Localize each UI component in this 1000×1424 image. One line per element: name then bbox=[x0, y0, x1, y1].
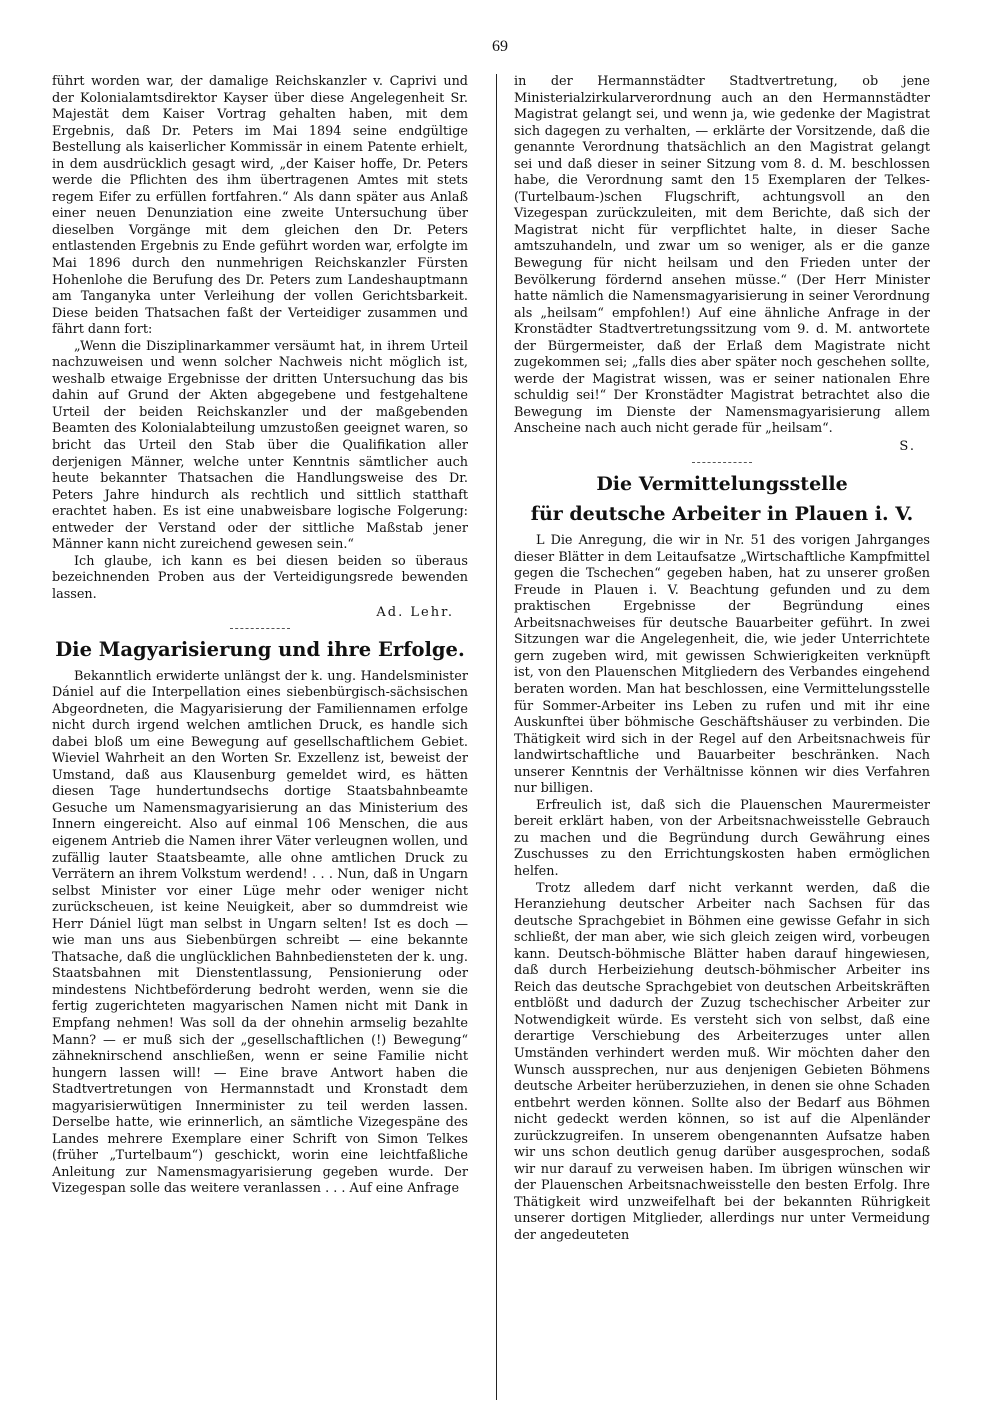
section-separator bbox=[692, 462, 752, 463]
text-paragraph: führt worden war, der damalige Reichskanzler v. Caprivi und der Kolonialamtsdirektor Kayser über diese Angelegenheit Sr. Majestät dem Kaiser Vortrag gehalten haben, mit dem Ergebnis, daß Dr. Peters im Mai 1894 seine endgültige Bestellung als kaiserlicher Kommissär in einem Patente erhielt, in dem ausdrücklich gesagt wird, „der Kaiser hoffe, Dr. Peters werde die Pflichten des ihm übertragenen Amtes mit stets regem Eifer zu erfüllen fortfahren.“ Als dann später aus Anlaß einer neuen Denunziation eine zweite Untersuchung über dieselben Vorgänge mit dem gleichen den Dr. Peters entlastenden Ergebnis zu Ende geführt worden war, erfolgte im Mai 1896 durch den nunmehrigen Reichskanzler Fürsten Hohenlohe die Berufung des Dr. Peters zum Landeshauptmann am Tanganyka unter Verleihung der vollen Gerichtsbarkeit. Diese beiden Thatsachen faßt der Verteidiger zusammen und fährt dann fort: bbox=[52, 74, 468, 338]
right-column bbox=[514, 74, 930, 1245]
article-title-line-1: Die Vermittelungsstelle bbox=[596, 473, 848, 496]
article-title bbox=[514, 469, 930, 529]
section-separator bbox=[230, 628, 290, 629]
author-signature: S. bbox=[899, 439, 916, 455]
text-paragraph: L Die Anregung, die wir in Nr. 51 des vorigen Jahrganges dieser Blätter in dem Leitaufsatze „Wirtschaftliche Kampfmittel gegen die Tschechen“ gegeben haben, hat zu unserer großen Freude in Plauen i. V. Beachtung gefunden und zu dem praktischen Ergebnisse der Begründung eines Arbeitsnachweises für deutsche Bauarbeiter geführt. In zwei Sitzungen war die Angelegenheit, die, wie jeder Unterrichtete gern zugeben wird, mit gewissen Schwierigkeiten verknüpft ist, von den Plauenschen Mitgliedern des Verbandes eingehend beraten worden. Man hat beschlossen, eine Vermittelungsstelle für Sommer-Arbeiter ins Leben zu rufen und mit ihr eine Auskunftei über böhmische Geschäftshäuser zu verbinden. Die Thätigkeit wird sich in der Regel auf den Arbeitsnachweis für landwirtschaftliche und Bauarbeiter beschränken. Nach unserer Kenntnis der Verhältnisse können wir dies Verfahren nur billigen. bbox=[514, 533, 930, 797]
text-paragraph: Bekanntlich erwiderte unlängst der k. ung. Handelsminister Dániel auf die Interpellation eines siebenbürgisch-sächsischen Abgeordneten, die Magyarisierung der Familiennamen erfolge nicht durch irgend welchen amtlichen Druck, es handle sich dabei bloß um eine Bewegung auf gesellschaftlichem Gebiet. Wieviel Wahrheit an den Worten Sr. Exzellenz ist, beweist der Umstand, daß aus Klausenburg gemeldet wird, es hätten diesen Tage hundertundsechs dortige Staatsbahnbeamte Gesuche um Namensmagyarisierung an das Ministerium des Innern eingereicht. Also auf einmal 106 Menschen, die aus eigenem Antrieb die Namen ihrer Väter verleugnen wollen, und zufällig lauter Staatsbeamte, alle ohne amtlichen Druck zu Verrätern an ihrem Volkstum werdend! . . . Nun, daß in Ungarn selbst Minister vor einer Lüge mehr oder weniger nicht zurückscheuen, ist keine Neuigkeit, aber so dummdreist wie Herr Dániel lügt man selbst in Ungarn selten! Ist es doch — wie man uns aus Siebenbürgen schreibt — eine bekannte Thatsache, daß die unglücklichen Bahnbediensteten der k. ung. Staatsbahnen mit Dienstentlassung, Pensionierung oder mindestens Nichtbeförderung bedroht werden, wenn sie die fertig zugerichteten magyarischen Namen nicht mit Dank in Empfang nehmen! Was soll da der ohnehin armselig bezahlte Mann? — er muß sich der „gesellschaftlichen (!) Bewegung“ zähneknirschend anschließen, wenn er seine Familie nicht hungern lassen will! — Eine brave Antwort haben die Stadtvertretungen von Hermannstadt und Kronstadt dem magyarisierwütigen Innerminister zu teil werden lassen. Derselbe hatte, wie erinnerlich, an sämtliche Vizegespäne des Landes mehrere Exemplare einer Schrift von Simon Telkes (früher „Turtelbaum“) geschickt, worin eine leichtfaßliche Anleitung zur Namensmagyarisierung gegeben wurde. Der Vizegespan solle das weitere veranlassen . . . Auf eine Anfrage bbox=[52, 668, 468, 1197]
text-paragraph: Erfreulich ist, daß sich die Plauenschen Maurermeister bereit erklärt haben, von der Arbeitsnachweisstelle Gebrauch zu machen und die Begründung durch Gewährung eines Zuschusses zu den Errichtungskosten haben ermöglichen helfen. bbox=[514, 797, 930, 879]
author-signature: Ad. Lehr. bbox=[376, 604, 454, 620]
column-divider bbox=[496, 74, 497, 1400]
text-paragraph: „Wenn die Disziplinarkammer versäumt hat, in ihrem Urteil nachzuweisen und wenn solcher Nachweis nicht möglich ist, weshalb etwaige Ergebnisse der dritten Untersuchung das bis dahin auf Grund der Akten abgegebene und festgehaltene Urteil der beiden Reichskanzler und der maßgebenden Beamten des Kolonialabteilung umzustoßen geeignet waren, so bricht das Urteil den Stab über die Qualifikation aller derjenigen Männer, welche unter Kenntnis sämtlicher auch heute bekannter Thatsachen die Handlungsweise des Dr. Peters Jahre hindurch als rechtlich und sittlich statthaft erachtet haben. Es ist eine unabweisbare logische Folgerung: entweder der Verstand oder der sittliche Maßstab jener Männer kann nicht zureichend gewesen sein.“ bbox=[52, 338, 468, 553]
text-paragraph: Trotz alledem darf nicht verkannt werden, daß die Heranziehung deutscher Arbeiter nach Sachsen für das deutsche Sprachgebiet in Böhmen eine gewisse Gefahr in sich schließt, der man aber, wie sich gleich zeigen wird, vorbeugen kann. Deutsch-böhmische Blätter haben darauf hingewiesen, daß durch Herbeiziehung deutsch-böhmischer Arbeiter ins Reich das deutsche Sprachgebiet von deutschen Arbeitskräften entblößt und dadurch der Zuzug tschechischer Arbeiter zur Notwendigkeit würde. Es versteht sich von selbst, daß eine derartige Verschiebung des Arbeiterzuges unter allen Umständen verhindert werden muß. Wir möchten daher den Wunsch aussprechen, nur aus denjenigen Gebieten Böhmens deutsche Arbeiter herüberzuziehen, in denen sie ohne Schaden entbehrt werden können. Sollte also der Bedarf aus Böhmen nicht gedeckt werden können, so ist auf die Alpenländer zurückzugreifen. In unserem obengenannten Aufsatze haben wir uns schon deutlich genug darüber ausgesprochen, sodaß wir nur darauf zu verweisen haben. Im übrigen wünschen wir der Plauenschen Arbeitsnachweisstelle den besten Erfolg. Ihre Thätigkeit wird unzweifelhaft bei der bekannten Rührigkeit unserer dortigen Mitglieder, allerdings nur unter Vermeidung der angedeuteten bbox=[514, 880, 930, 1243]
article-title-line-2: für deutsche Arbeiter in Plauen i. V. bbox=[530, 503, 914, 526]
page-number: 69 bbox=[492, 38, 508, 55]
article-title: Die Magyarisierung und ihre Erfolge. bbox=[55, 637, 465, 661]
left-column bbox=[52, 74, 468, 1198]
text-paragraph: Ich glaube, ich kann es bei diesen beiden so überaus bezeichnenden Proben aus der Verteidigungsrede bewenden lassen. bbox=[52, 553, 468, 602]
text-paragraph: in der Hermannstädter Stadtvertretung, ob jene Ministerialzirkularverordnung auch an den Hermannstädter Magistrat gelangt sei, und wenn ja, wie gedenke der Magistrat sich dagegen zu verhalten, — erklärte der Vorsitzende, daß die genannte Verordnung thatsächlich an den Magistrat gelangt sei und daß dieser in seiner Sitzung vom 8. d. M. beschlossen habe, die Verordnung samt den 15 Exemplaren der Telkes- (Turtelbaum-)schen Flugschrift, achtungsvoll an den Vizegespan zurückzuleiten, mit dem Berichte, daß sich der Magistrat nicht für verpflichtet halte, in dieser Sache amtszuhandeln, und zwar um so weniger, als er die ganze Bewegung für nicht heilsam und den Frieden unter der Bevölkerung fördernd ansehen müsse.“ (Der Herr Minister hatte nämlich die Namensmagyarisierung in seiner Verordnung als „heilsam“ empfohlen!) Auf eine ähnliche Anfrage in der Kronstädter Stadtvertretungssitzung vom 9. d. M. antwortete der Bürgermeister, daß der Erlaß dem Magistrate nicht zugekommen sei; „falls dies aber später noch geschehen sollte, werde der Magistrat wissen, was er seiner nationalen Ehre schuldig sei!“ Der Kronstädter Magistrat betrachtet also die Bewegung im Dienste der Namensmagyarisierung allem Anscheine nach auch nicht gerade für „heilsam“. bbox=[514, 74, 930, 437]
